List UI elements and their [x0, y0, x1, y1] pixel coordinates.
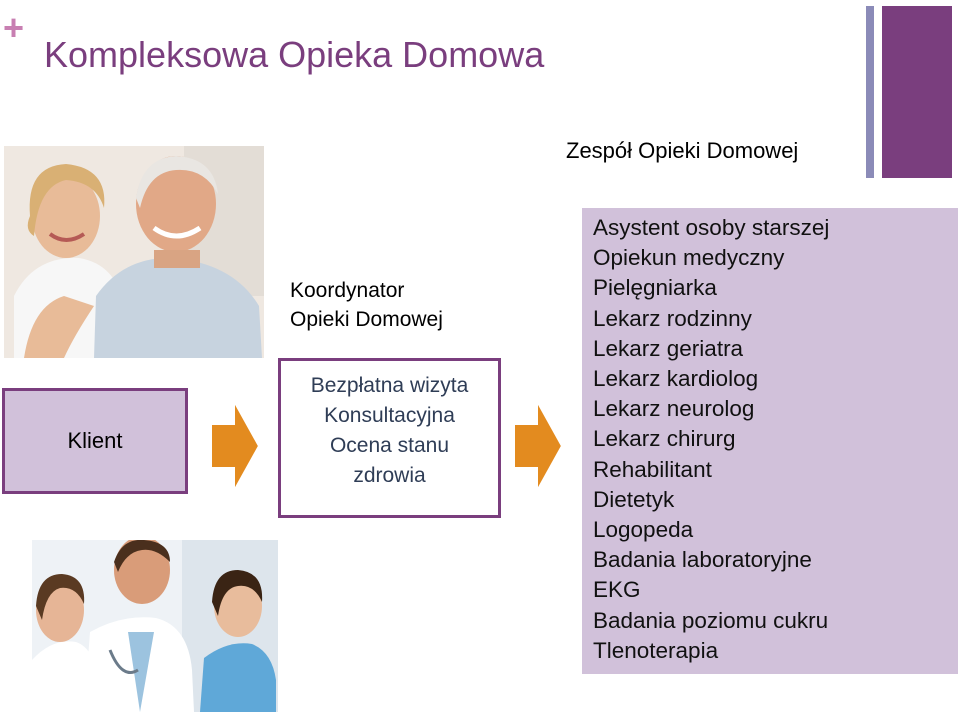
- list-item: EKG: [593, 577, 641, 603]
- coordinator-line-2: Opieki Domowej: [290, 308, 443, 331]
- free-visit-box: [278, 358, 501, 518]
- photo-caregiver-with-senior: [4, 146, 264, 358]
- list-item: Pielęgniarka: [593, 275, 717, 301]
- list-item: Asystent osoby starszej: [593, 215, 830, 240]
- team-heading: Zespół Opieki Domowej: [566, 138, 799, 163]
- list-item: Opiekun medyczny: [593, 245, 785, 271]
- team-members-list: [593, 213, 958, 666]
- photo-medical-team: [32, 540, 278, 712]
- coordinator-label: [290, 276, 443, 334]
- visit-line-2: Konsultacyjna: [324, 404, 455, 427]
- client-box: [2, 388, 188, 494]
- list-item: Lekarz neurolog: [593, 396, 755, 422]
- client-label: Klient: [67, 428, 123, 453]
- list-item: Badania poziomu cukru: [593, 607, 829, 633]
- arrow-right-icon: [210, 398, 260, 499]
- decorative-bar-wide: [882, 6, 952, 178]
- list-item: Lekarz kardiolog: [593, 366, 759, 392]
- list-item: Tlenoterapia: [593, 637, 719, 663]
- list-item: Lekarz rodzinny: [593, 305, 752, 331]
- plus-decoration-icon: +: [3, 7, 25, 48]
- arrow-right-icon: [513, 398, 563, 499]
- team-members-box: [582, 208, 958, 674]
- list-item: Lekarz geriatra: [593, 335, 744, 361]
- list-item: Lekarz chirurg: [593, 426, 736, 452]
- coordinator-line-1: Koordynator: [290, 279, 405, 302]
- decorative-bar-thin: [866, 6, 874, 178]
- visit-line-4: zdrowia: [353, 464, 426, 487]
- list-item: Dietetyk: [593, 486, 675, 512]
- visit-line-3: Ocena stanu: [329, 434, 450, 457]
- list-item: Logopeda: [593, 517, 694, 543]
- page-title: Kompleksowa Opieka Domowa: [44, 34, 545, 75]
- list-item: Badania laboratoryjne: [593, 547, 812, 573]
- visit-line-1: Bezpłatna wizyta: [310, 374, 469, 397]
- list-item: Rehabilitant: [593, 456, 712, 482]
